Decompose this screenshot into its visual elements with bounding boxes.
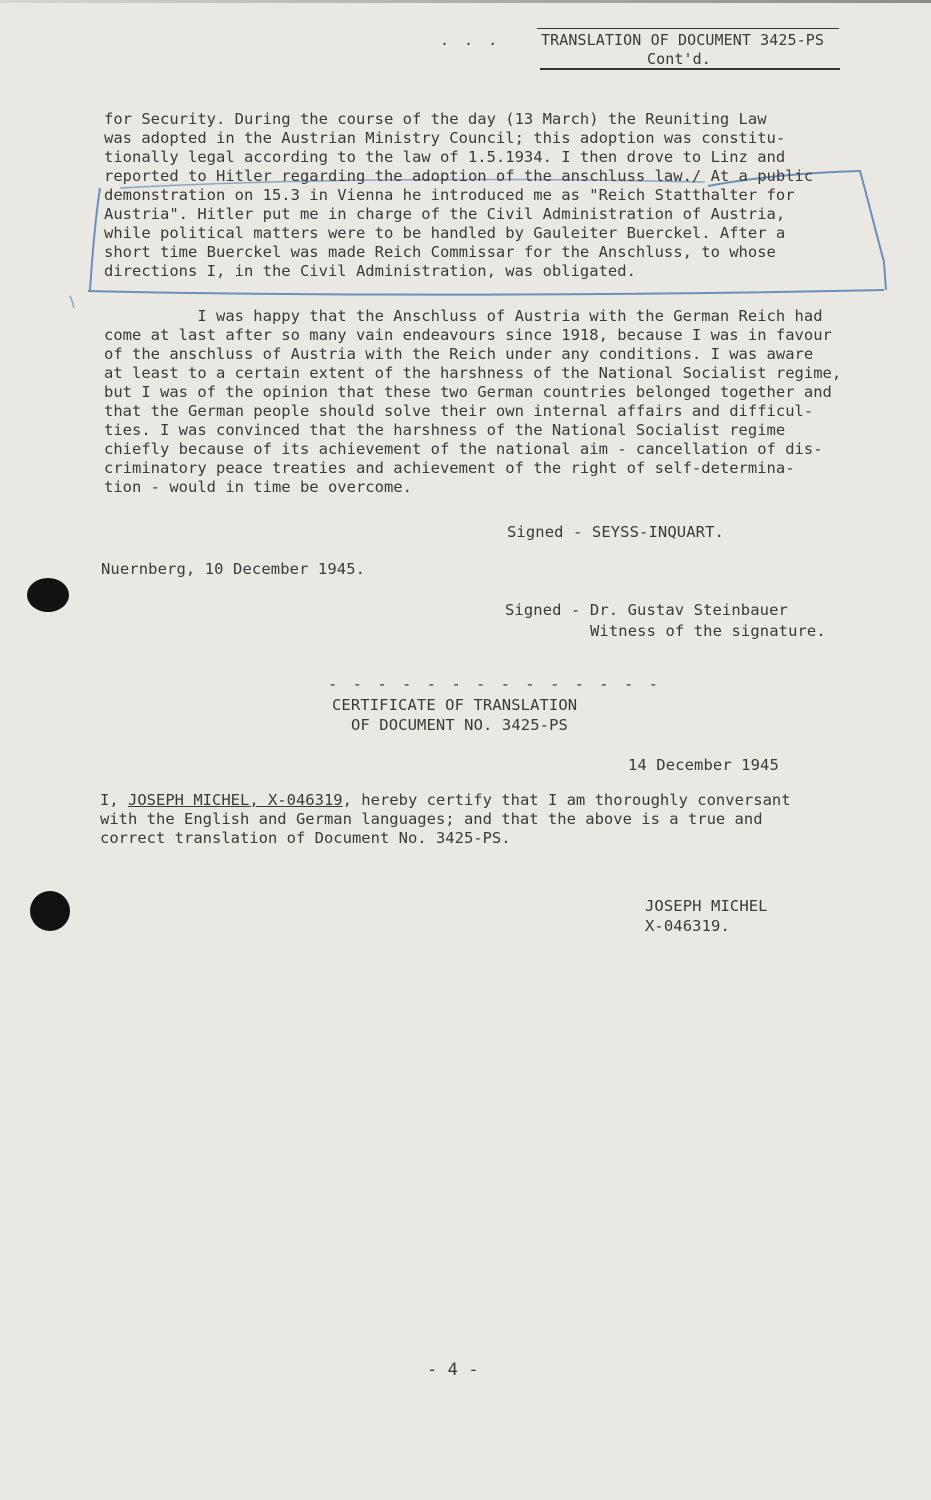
page-number: - 4 - — [427, 1360, 479, 1380]
text-line: chiefly because of its achievement of the national aim - cancellation of dis- — [104, 440, 823, 458]
text-line: short time Buerckel was made Reich Commissar for the Anschluss, to whose — [104, 243, 776, 261]
text-line: demonstration on 15.3 in Vienna he introduced me as "Reich Statthalter for — [104, 186, 795, 204]
certificate-title: CERTIFICATE OF TRANSLATION — [332, 696, 578, 714]
text-line: criminatory peace treaties and achievement of the right of self-determina- — [104, 459, 795, 477]
text-line: of the anschluss of Austria with the Reich under any conditions. I was aware — [104, 345, 814, 363]
certificate-date: 14 December 1945 — [628, 756, 779, 774]
body-paragraph-2 — [104, 307, 874, 497]
header-dots: . . . — [440, 31, 501, 49]
text-line: while political matters were to be handled by Gauleiter Buerckel. After a — [104, 224, 786, 242]
translator-signature-id: X-046319. — [645, 917, 730, 935]
text-line: come at last after so many vain endeavours since 1918, because I was in favour — [104, 326, 832, 344]
text-line: for Security. During the course of the day (13 March) the Reuniting Law — [104, 110, 767, 128]
certificate-paragraph — [100, 791, 870, 848]
place-and-date: Nuernberg, 10 December 1945. — [101, 560, 366, 578]
cert-prefix: I, — [100, 791, 128, 809]
text-line: directions I, in the Civil Administration, was obligated. — [104, 262, 636, 280]
text-line: tion - would in time be overcome. — [104, 478, 412, 496]
text-line — [100, 791, 870, 810]
text-line: at least to a certain extent of the harshness of the National Socialist regime, — [104, 364, 842, 382]
punch-hole-lower — [30, 891, 70, 931]
witness-caption: Witness of the signature. — [590, 622, 826, 640]
signature-line-seyss-inquart: Signed - SEYSS-INQUART. — [507, 523, 724, 541]
header-contd: Cont'd. — [647, 50, 711, 68]
signature-line-steinbauer: Signed - Dr. Gustav Steinbauer — [505, 601, 788, 619]
header-bottom-rule — [540, 68, 840, 70]
text-line: with the English and German languages; and that the above is a true and — [100, 810, 763, 828]
text-line: Austria". Hitler put me in charge of the Civil Administration of Austria, — [104, 205, 786, 223]
text-line: correct translation of Document No. 3425-PS. — [100, 829, 511, 847]
text-line: tionally legal according to the law of 1.5.1934. I then drove to Linz and — [104, 148, 786, 166]
section-divider-dashes: - - - - - - - - - - - - - - — [328, 675, 661, 693]
header-top-rule — [537, 28, 839, 29]
text-line: I was happy that the Anschluss of Austria with the German Reich had — [104, 307, 823, 325]
punch-hole-upper — [27, 578, 69, 612]
text-line: ties. I was convinced that the harshness of the National Socialist regime — [104, 421, 786, 439]
header-title: TRANSLATION OF DOCUMENT 3425-PS — [541, 31, 825, 49]
body-paragraph-1 — [104, 110, 874, 281]
text-line: was adopted in the Austrian Ministry Council; this adoption was constitu- — [104, 129, 786, 147]
cert-line1-rest: , hereby certify that I am thoroughly conversant — [342, 791, 791, 809]
translator-name-underlined: JOSEPH MICHEL, X-046319 — [128, 791, 343, 809]
translator-signature-name: JOSEPH MICHEL — [645, 897, 768, 915]
certificate-subtitle: OF DOCUMENT NO. 3425-PS — [351, 716, 568, 734]
text-line: that the German people should solve their own internal affairs and difficul- — [104, 402, 814, 420]
text-line: but I was of the opinion that these two German countries belonged together and — [104, 383, 832, 401]
text-line: reported to Hitler regarding the adoption of the anschluss law./ At a public — [104, 167, 814, 185]
